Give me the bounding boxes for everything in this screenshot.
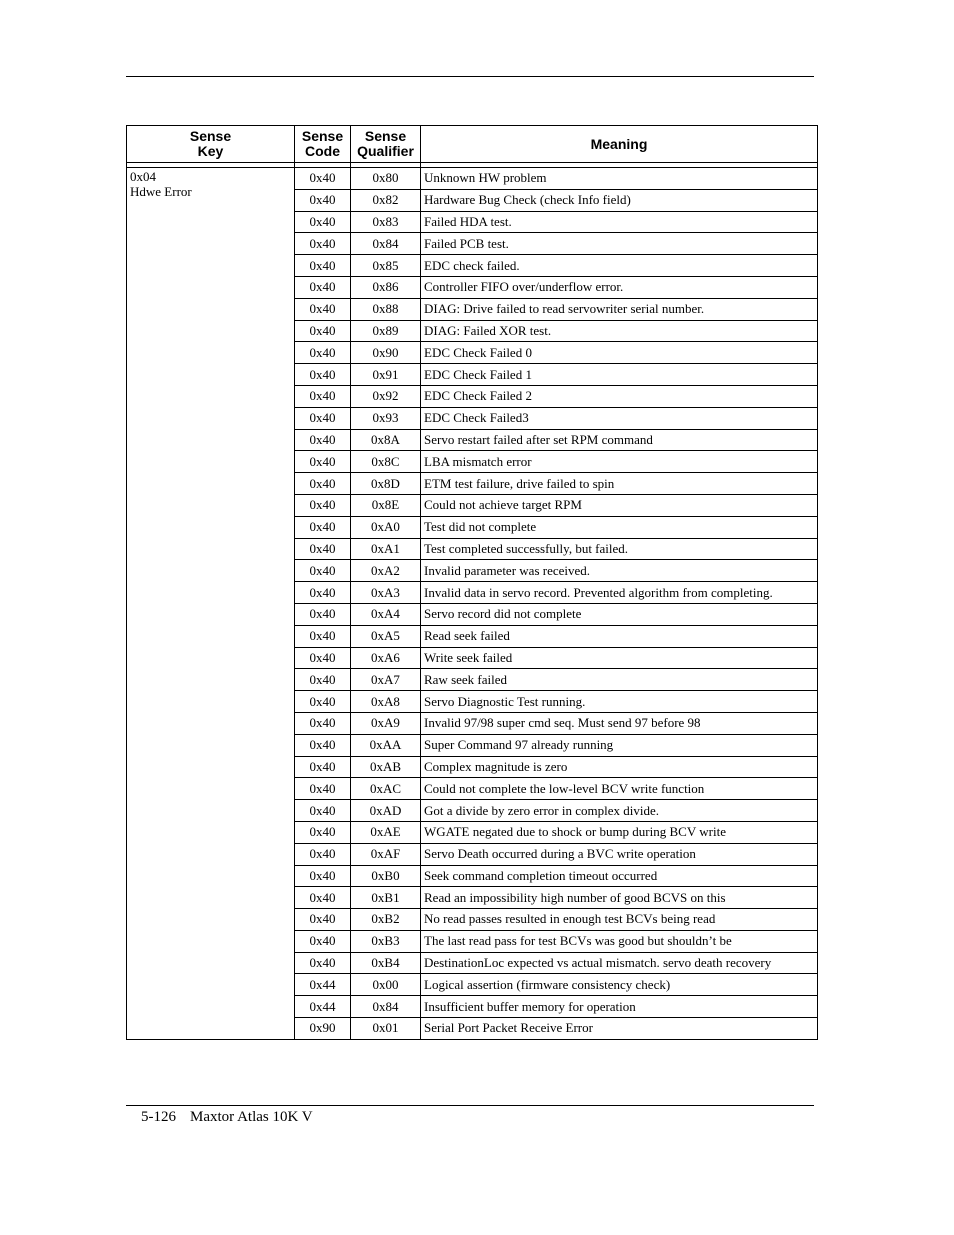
sense-code-cell: 0x40 — [295, 930, 351, 952]
page-footer — [141, 1109, 313, 1126]
meaning-cell: Invalid parameter was received. — [421, 560, 818, 582]
meaning-cell: Raw seek failed — [421, 669, 818, 691]
meaning-cell: EDC Check Failed 0 — [421, 342, 818, 364]
sense-key-cell — [127, 168, 295, 1040]
sense-code-cell: 0x44 — [295, 996, 351, 1018]
sense-code-cell: 0x40 — [295, 691, 351, 713]
sense-code-cell: 0x40 — [295, 734, 351, 756]
sense-qualifier-cell: 0xA0 — [351, 516, 421, 538]
sense-code-cell: 0x40 — [295, 560, 351, 582]
sense-code-cell: 0x40 — [295, 625, 351, 647]
meaning-cell: Insufficient buffer memory for operation — [421, 996, 818, 1018]
header-sense-qualifier: Sense Qualifier — [351, 126, 421, 163]
meaning-cell: Could not complete the low-level BCV write function — [421, 778, 818, 800]
sense-code-cell: 0x40 — [295, 364, 351, 386]
sense-code-cell: 0x40 — [295, 494, 351, 516]
table-row — [127, 168, 818, 190]
sense-qualifier-cell: 0xAE — [351, 821, 421, 843]
sense-code-cell: 0x40 — [295, 189, 351, 211]
meaning-cell: LBA mismatch error — [421, 451, 818, 473]
meaning-cell: Read an impossibility high number of good BCVS on this — [421, 887, 818, 909]
meaning-cell: EDC Check Failed 2 — [421, 385, 818, 407]
sense-qualifier-cell: 0x86 — [351, 276, 421, 298]
meaning-cell: Test did not complete — [421, 516, 818, 538]
sense-qualifier-cell: 0x93 — [351, 407, 421, 429]
meaning-cell: Controller FIFO over/underflow error. — [421, 276, 818, 298]
sense-code-table — [126, 125, 818, 1040]
sense-qualifier-cell: 0x83 — [351, 211, 421, 233]
meaning-cell: Super Command 97 already running — [421, 734, 818, 756]
meaning-cell: ETM test failure, drive failed to spin — [421, 473, 818, 495]
sense-key-code: 0x04 — [130, 169, 156, 184]
sense-code-cell: 0x40 — [295, 843, 351, 865]
sense-code-cell: 0x40 — [295, 821, 351, 843]
sense-qualifier-cell: 0x88 — [351, 298, 421, 320]
sense-code-cell: 0x40 — [295, 407, 351, 429]
sense-code-cell: 0x44 — [295, 974, 351, 996]
sense-code-cell: 0x40 — [295, 800, 351, 822]
sense-code-cell: 0x40 — [295, 168, 351, 190]
sense-code-cell: 0x40 — [295, 473, 351, 495]
sense-qualifier-cell: 0x91 — [351, 364, 421, 386]
page-number: 5-126 — [141, 1109, 176, 1125]
sense-code-cell: 0x40 — [295, 582, 351, 604]
meaning-cell: EDC Check Failed 1 — [421, 364, 818, 386]
meaning-cell: Logical assertion (firmware consistency check) — [421, 974, 818, 996]
meaning-cell: Invalid 97/98 super cmd seq. Must send 97 before 98 — [421, 712, 818, 734]
sense-code-cell: 0x40 — [295, 647, 351, 669]
sense-code-cell: 0x40 — [295, 233, 351, 255]
sense-code-cell: 0x40 — [295, 865, 351, 887]
sense-code-cell: 0x40 — [295, 255, 351, 277]
meaning-cell: Servo Death occurred during a BVC write operation — [421, 843, 818, 865]
meaning-cell: Invalid data in servo record. Prevented algorithm from completing. — [421, 582, 818, 604]
sense-code-cell: 0x40 — [295, 298, 351, 320]
sense-qualifier-cell: 0xAA — [351, 734, 421, 756]
document-title: Maxtor Atlas 10K V — [190, 1109, 313, 1125]
meaning-cell: WGATE negated due to shock or bump during BCV write — [421, 821, 818, 843]
meaning-cell: Got a divide by zero error in complex divide. — [421, 800, 818, 822]
meaning-cell: EDC Check Failed3 — [421, 407, 818, 429]
sense-qualifier-cell: 0xA7 — [351, 669, 421, 691]
sense-qualifier-cell: 0xA1 — [351, 538, 421, 560]
meaning-cell: Servo restart failed after set RPM command — [421, 429, 818, 451]
sense-qualifier-cell: 0xB1 — [351, 887, 421, 909]
meaning-cell: Complex magnitude is zero — [421, 756, 818, 778]
sense-qualifier-cell: 0x8C — [351, 451, 421, 473]
sense-qualifier-cell: 0x8D — [351, 473, 421, 495]
sense-qualifier-cell: 0xAC — [351, 778, 421, 800]
sense-qualifier-cell: 0x01 — [351, 1018, 421, 1040]
sense-code-cell: 0x40 — [295, 669, 351, 691]
header-meaning: Meaning — [421, 126, 818, 163]
sense-qualifier-cell: 0x8E — [351, 494, 421, 516]
meaning-cell: Seek command completion timeout occurred — [421, 865, 818, 887]
sense-code-cell: 0x40 — [295, 756, 351, 778]
sense-code-cell: 0x40 — [295, 778, 351, 800]
sense-code-cell: 0x40 — [295, 952, 351, 974]
sense-qualifier-cell: 0x8A — [351, 429, 421, 451]
meaning-cell: Read seek failed — [421, 625, 818, 647]
meaning-cell: DIAG: Failed XOR test. — [421, 320, 818, 342]
sense-qualifier-cell: 0x90 — [351, 342, 421, 364]
sense-qualifier-cell: 0x00 — [351, 974, 421, 996]
meaning-cell: Test completed successfully, but failed. — [421, 538, 818, 560]
sense-qualifier-cell: 0x89 — [351, 320, 421, 342]
sense-code-cell: 0x40 — [295, 909, 351, 931]
sense-qualifier-cell: 0x80 — [351, 168, 421, 190]
sense-qualifier-cell: 0xA8 — [351, 691, 421, 713]
sense-code-cell: 0x40 — [295, 538, 351, 560]
table-body — [127, 168, 818, 1040]
sense-code-cell: 0x40 — [295, 429, 351, 451]
sense-code-cell: 0x40 — [295, 712, 351, 734]
sense-qualifier-cell: 0x85 — [351, 255, 421, 277]
sense-qualifier-cell: 0xB0 — [351, 865, 421, 887]
header-rule — [126, 76, 814, 77]
meaning-cell: DestinationLoc expected vs actual mismatch. servo death recovery — [421, 952, 818, 974]
meaning-cell: Serial Port Packet Receive Error — [421, 1018, 818, 1040]
sense-qualifier-cell: 0xA5 — [351, 625, 421, 647]
sense-qualifier-cell: 0x82 — [351, 189, 421, 211]
meaning-cell: Could not achieve target RPM — [421, 494, 818, 516]
sense-code-cell: 0x40 — [295, 603, 351, 625]
meaning-cell: Hardware Bug Check (check Info field) — [421, 189, 818, 211]
meaning-cell: Servo record did not complete — [421, 603, 818, 625]
sense-qualifier-cell: 0x84 — [351, 996, 421, 1018]
sense-qualifier-cell: 0x84 — [351, 233, 421, 255]
meaning-cell: Write seek failed — [421, 647, 818, 669]
meaning-cell: The last read pass for test BCVs was good but shouldn’t be — [421, 930, 818, 952]
sense-qualifier-cell: 0xA2 — [351, 560, 421, 582]
meaning-cell: EDC check failed. — [421, 255, 818, 277]
sense-qualifier-cell: 0xAD — [351, 800, 421, 822]
header-sense-key: Sense Key — [127, 126, 295, 163]
meaning-cell: Failed HDA test. — [421, 211, 818, 233]
sense-code-cell: 0x40 — [295, 276, 351, 298]
sense-code-cell: 0x40 — [295, 211, 351, 233]
meaning-cell: Failed PCB test. — [421, 233, 818, 255]
sense-qualifier-cell: 0xA6 — [351, 647, 421, 669]
sense-qualifier-cell: 0xAB — [351, 756, 421, 778]
sense-qualifier-cell: 0xA3 — [351, 582, 421, 604]
sense-qualifier-cell: 0xB4 — [351, 952, 421, 974]
sense-code-cell: 0x40 — [295, 887, 351, 909]
sense-qualifier-cell: 0xB2 — [351, 909, 421, 931]
sense-key-name: Hdwe Error — [130, 184, 192, 199]
meaning-cell: DIAG: Drive failed to read servowriter serial number. — [421, 298, 818, 320]
sense-code-cell: 0x40 — [295, 320, 351, 342]
sense-code-cell: 0x40 — [295, 385, 351, 407]
header-sense-code: Sense Code — [295, 126, 351, 163]
sense-qualifier-cell: 0x92 — [351, 385, 421, 407]
sense-code-cell: 0x40 — [295, 451, 351, 473]
sense-qualifier-cell: 0xB3 — [351, 930, 421, 952]
sense-code-cell: 0x40 — [295, 342, 351, 364]
sense-code-cell: 0x40 — [295, 516, 351, 538]
meaning-cell: No read passes resulted in enough test BCVs being read — [421, 909, 818, 931]
meaning-cell: Servo Diagnostic Test running. — [421, 691, 818, 713]
sense-code-cell: 0x90 — [295, 1018, 351, 1040]
sense-qualifier-cell: 0xA4 — [351, 603, 421, 625]
table-header-row — [127, 126, 818, 163]
meaning-cell: Unknown HW problem — [421, 168, 818, 190]
sense-qualifier-cell: 0xA9 — [351, 712, 421, 734]
footer-rule — [126, 1105, 814, 1106]
sense-qualifier-cell: 0xAF — [351, 843, 421, 865]
